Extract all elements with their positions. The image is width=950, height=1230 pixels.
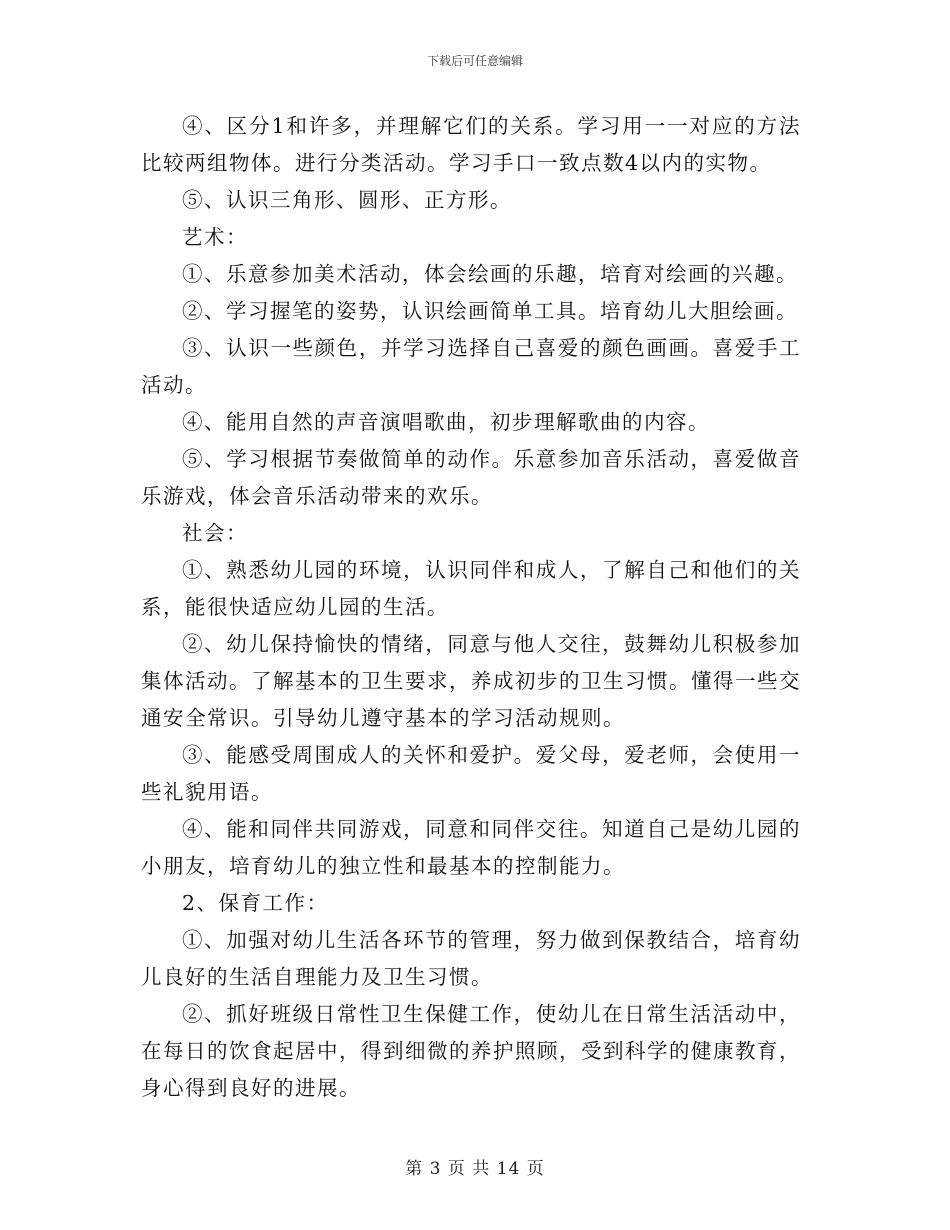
section-heading: 2、保育工作： — [182, 891, 329, 915]
paragraph: ⑤、认识三角形、圆形、正方形。 — [182, 188, 512, 212]
section-heading: 社会： — [182, 521, 248, 545]
document-body — [141, 108, 801, 1107]
paragraph: ③、能感受周围成人的关怀和爱护。爱父母，爱老师，会使用一些礼貌用语。 — [141, 743, 801, 804]
paragraph: ①、加强对幼儿生活各环节的管理，努力做到保教结合，培育幼儿良好的生活自理能力及卫生习惯。 — [141, 928, 801, 989]
paragraph: ②、学习握笔的姿势，认识绘画简单工具。培育幼儿大胆绘画。 — [182, 299, 798, 323]
page-number-footer: 第 3 页 共 14 页 — [405, 1159, 545, 1179]
paragraph: ③、认识一些颜色，并学习选择自己喜爱的颜色画画。喜爱手工活动。 — [141, 336, 801, 397]
paragraph: ④、能用自然的声音演唱歌曲，初步理解歌曲的内容。 — [182, 410, 710, 434]
paragraph: ④、区分1和许多，并理解它们的关系。学习用一一对应的方法比较两组物体。进行分类活动。学习手口一致点数4以内的实物。 — [141, 114, 801, 175]
paragraph: ②、抓好班级日常性卫生保健工作，使幼儿在日常生活活动中，在每日的饮食起居中，得到细微的养护照顾，受到科学的健康教育，身心得到良好的进展。 — [141, 1002, 801, 1100]
paragraph: ②、幼儿保持愉快的情绪，同意与他人交往，鼓舞幼儿积极参加集体活动。了解基本的卫生要求，养成初步的卫生习惯。懂得一些交通安全常识。引导幼儿遵守基本的学习活动规则。 — [141, 632, 801, 730]
paragraph: ⑤、学习根据节奏做简单的动作。乐意参加音乐活动，喜爱做音乐游戏，体会音乐活动带来的欢乐。 — [141, 447, 801, 508]
paragraph: ①、乐意参加美术活动，体会绘画的乐趣，培育对绘画的兴趣。 — [182, 262, 798, 286]
paragraph: ①、熟悉幼儿园的环境，认识同伴和成人，了解自己和他们的关系，能很快适应幼儿园的生活。 — [141, 558, 801, 619]
paragraph: ④、能和同伴共同游戏，同意和同伴交往。知道自己是幼儿园的小朋友，培育幼儿的独立性和最基本的控制能力。 — [141, 817, 801, 878]
section-heading: 艺术： — [182, 225, 248, 249]
header-note: 下载后可任意编辑 — [426, 54, 523, 68]
